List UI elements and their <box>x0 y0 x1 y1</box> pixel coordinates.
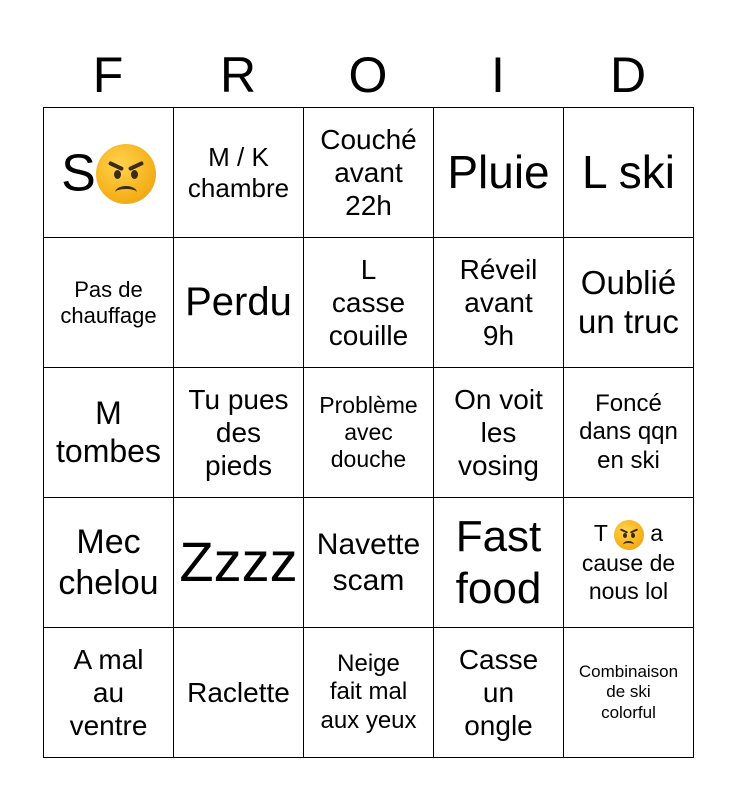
bingo-cell-6[interactable] <box>44 238 174 368</box>
bingo-cell-7[interactable] <box>174 238 304 368</box>
bingo-cell-label: Neige fait mal aux yeux <box>320 650 417 734</box>
bingo-cell-label <box>61 141 156 205</box>
bingo-cell-13[interactable] <box>304 368 434 498</box>
bingo-cell-5[interactable] <box>564 108 694 238</box>
bingo-cell-label: Combinaison de ski colorful <box>578 662 679 722</box>
bingo-cell-22[interactable] <box>174 628 304 758</box>
bingo-cell-text-before: T <box>593 520 614 547</box>
bingo-cell-12[interactable] <box>174 368 304 498</box>
bingo-cell-19[interactable] <box>434 498 564 628</box>
header-letter-r: R <box>219 47 257 103</box>
bingo-cell-label: L ski <box>582 146 675 199</box>
bingo-cell-label: Foncé dans qqn en ski <box>579 390 678 474</box>
angry-face-icon <box>614 520 644 550</box>
bingo-cell-label: Casse un ongle <box>458 643 539 742</box>
bingo-cell-20[interactable] <box>564 498 694 628</box>
bingo-grid <box>43 107 694 758</box>
bingo-cell-text: S <box>61 144 96 203</box>
bingo-cell-25[interactable] <box>564 628 694 758</box>
bingo-cell-23[interactable] <box>304 628 434 758</box>
bingo-cell-9[interactable] <box>434 238 564 368</box>
bingo-cell-label: Navette scam <box>316 528 421 597</box>
bingo-cell-label <box>582 520 675 604</box>
bingo-cell-label: Oublié un truc <box>578 263 679 340</box>
bingo-cell-label: L casse couille <box>328 253 409 352</box>
bingo-cell-18[interactable] <box>304 498 434 628</box>
bingo-cell-label: Perdu <box>185 279 292 324</box>
bingo-cell-4[interactable] <box>434 108 564 238</box>
header-letter-f: F <box>92 47 124 103</box>
bingo-cell-17[interactable] <box>174 498 304 628</box>
angry-face-icon <box>96 144 156 204</box>
bingo-cell-label: A mal au ventre <box>69 643 148 742</box>
bingo-cell-14[interactable] <box>434 368 564 498</box>
bingo-cell-3[interactable] <box>304 108 434 238</box>
bingo-cell-8[interactable] <box>304 238 434 368</box>
bingo-cell-label: M / K chambre <box>187 141 290 203</box>
bingo-cell-11[interactable] <box>44 368 174 498</box>
bingo-cell-label: Problème avec douche <box>319 391 418 473</box>
bingo-cell-16[interactable] <box>44 498 174 628</box>
bingo-cell-label: Pas de chauffage <box>60 276 157 328</box>
bingo-cell-label: Pluie <box>447 146 550 199</box>
header-letter-i: I <box>491 47 505 103</box>
bingo-cell-label: Zzzz <box>179 530 298 594</box>
bingo-cell-label: Fast food <box>455 511 542 613</box>
bingo-cell-10[interactable] <box>564 238 694 368</box>
bingo-cell-2[interactable] <box>174 108 304 238</box>
bingo-cell-label: Raclette <box>187 676 290 708</box>
bingo-cell-label: Tu pues des pieds <box>188 383 289 482</box>
bingo-cell-21[interactable] <box>44 628 174 758</box>
bingo-cell-15[interactable] <box>564 368 694 498</box>
header-letter-o: O <box>348 47 388 103</box>
bingo-cell-label: M tombes <box>56 394 161 469</box>
header-letter-d: D <box>609 47 647 103</box>
bingo-cell-1[interactable] <box>44 108 174 238</box>
bingo-cell-24[interactable] <box>434 628 564 758</box>
bingo-cell-label: Couché avant 22h <box>320 123 417 222</box>
bingo-cell-label: On voit les vosing <box>454 383 543 482</box>
bingo-cell-label: Réveil avant 9h <box>459 253 538 352</box>
bingo-cell-label: Mec chelou <box>58 523 159 602</box>
bingo-header <box>43 42 693 108</box>
bingo-cell-text-after: a cause de nous lol <box>581 520 676 604</box>
